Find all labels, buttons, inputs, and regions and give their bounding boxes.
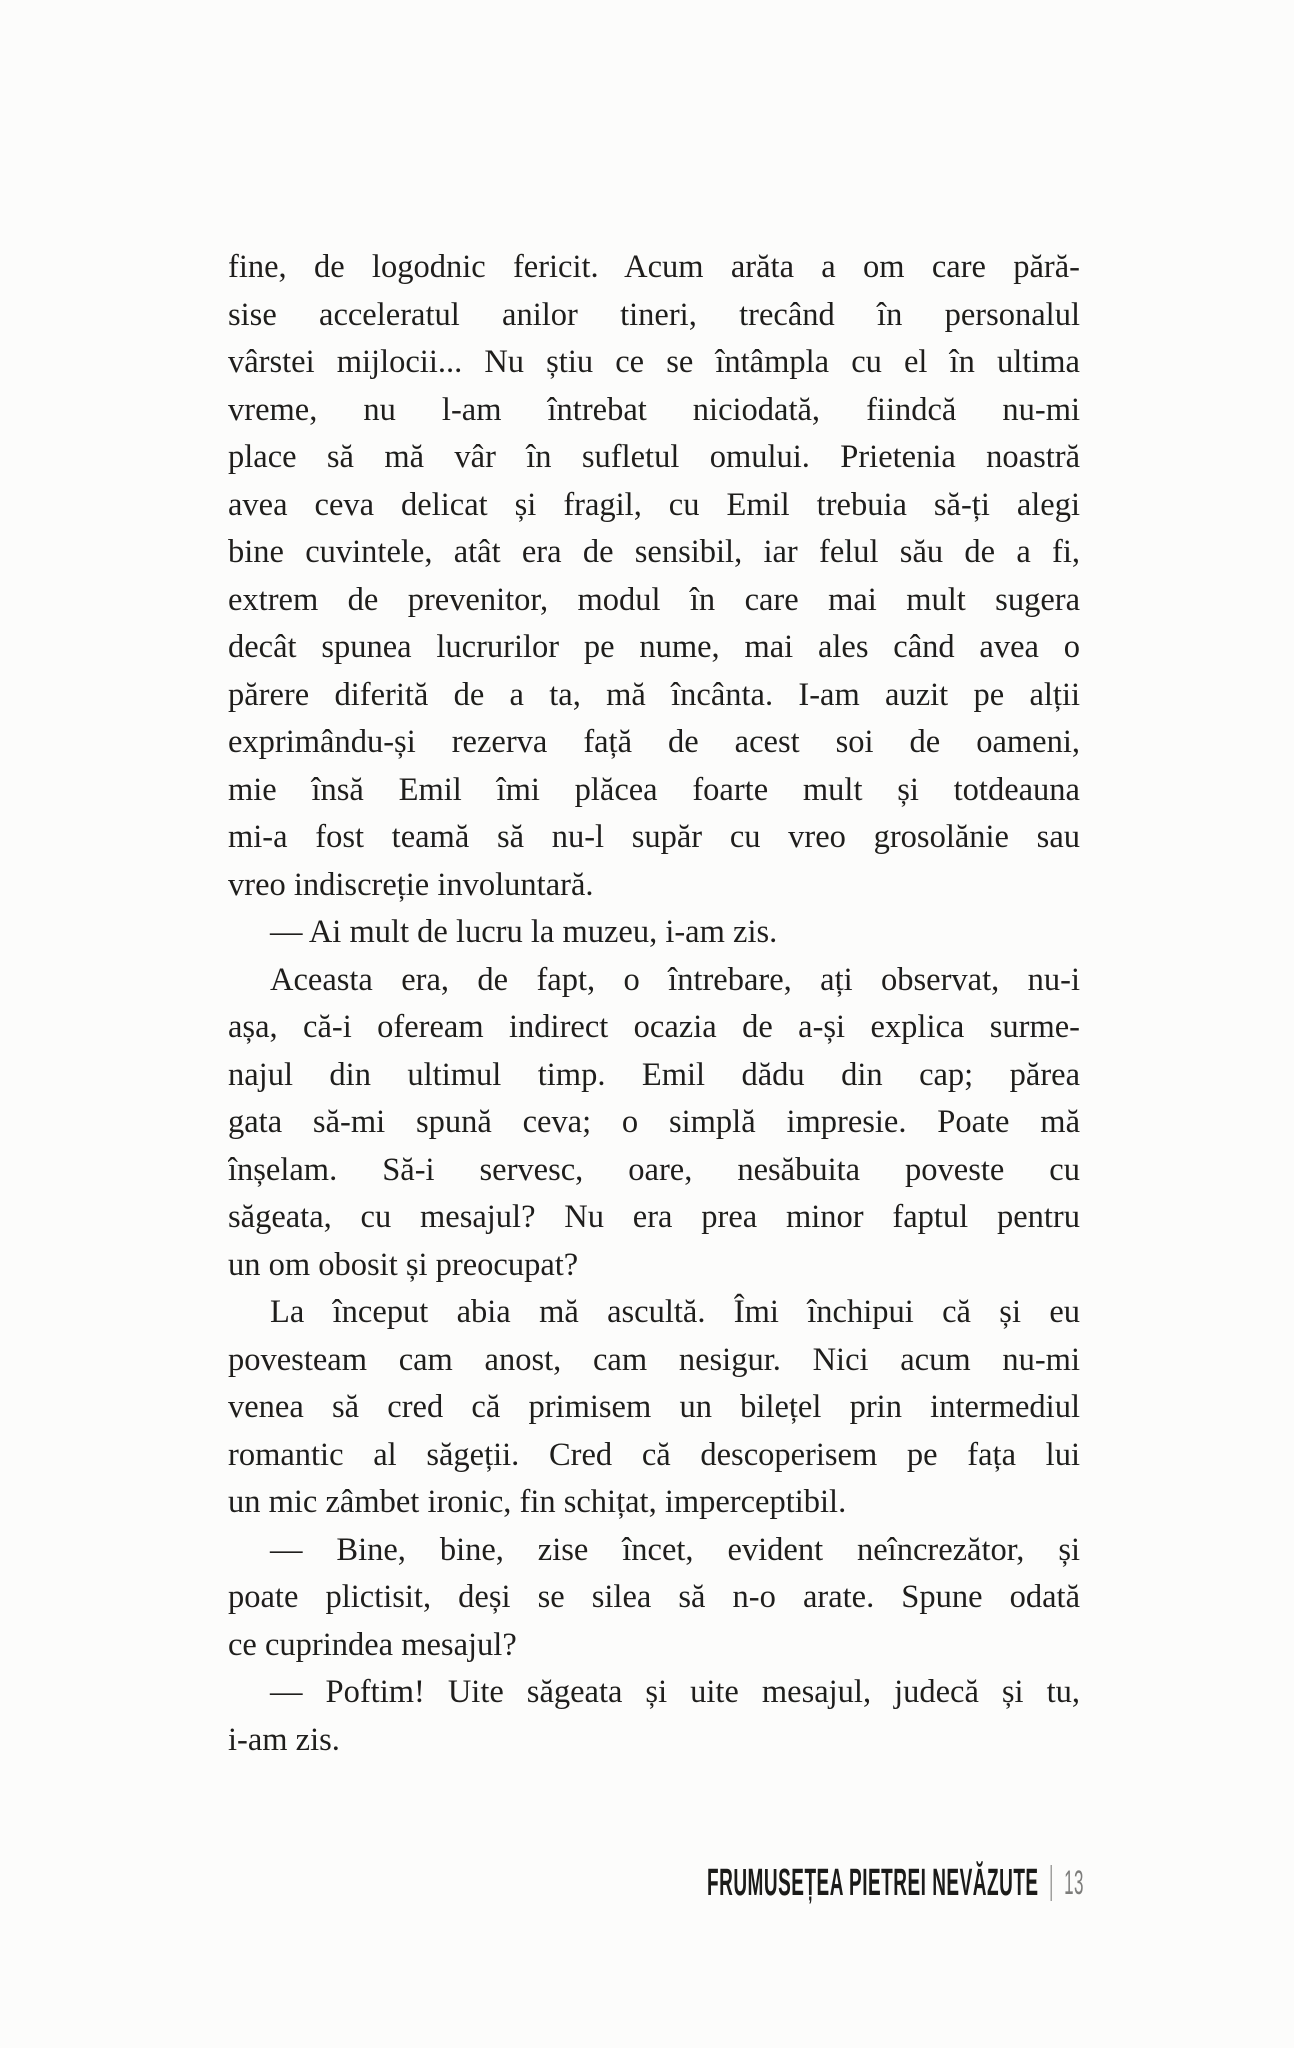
text-line: înșelam. Să-i servesc, oare, nesăbuita poveste cu: [228, 1151, 1080, 1188]
page-footer: [707, 1860, 1084, 1906]
text-line: extrem de prevenitor, modul în care mai mult sugera: [228, 581, 1080, 618]
text-line: — Poftim! Uite săgeata și uite mesajul, judecă și tu,: [270, 1674, 1080, 1710]
text-line: decât spunea lucrurilor pe nume, mai ales când avea o: [228, 629, 1080, 665]
text-line: sise acceleratul anilor tineri, trecând în personalul: [228, 296, 1080, 333]
text-line: — Ai mult de lucru la muzeu, i-am zis.: [270, 914, 778, 950]
text-line: i-am zis.: [228, 1721, 340, 1758]
running-footer-title: FRUMUSEȚEA PIETREI NEVĂZUTE: [706, 1861, 1039, 1904]
text-line: bine cuvintele, atât era de sensibil, iar felul său de a fi,: [228, 534, 1080, 570]
text-line: Aceasta era, de fapt, o întrebare, ați observat, nu-i: [270, 961, 1080, 998]
footer-divider: [1051, 1865, 1053, 1901]
text-line: vreme, nu l-am întrebat niciodată, fiindcă nu-mi: [228, 391, 1080, 428]
text-column: [228, 244, 1080, 1764]
text-line: La început abia mă ascultă. Îmi închipui că și eu: [270, 1294, 1080, 1330]
text-line: romantic al săgeții. Cred că descoperisem pe fața lui: [228, 1436, 1080, 1473]
text-line: poate plictisit, deși se silea să n-o arate. Spune odată: [228, 1579, 1080, 1615]
text-line: — Bine, bine, zise încet, evident neîncrezător, și: [270, 1531, 1080, 1568]
text-line: săgeata, cu mesajul? Nu era prea minor faptul pentru: [228, 1199, 1080, 1235]
text-line: un om obosit și preocupat?: [228, 1246, 579, 1283]
text-line: povesteam cam anost, cam nesigur. Nici acum nu-mi: [228, 1341, 1080, 1378]
text-line: gata să-mi spună ceva; o simplă impresie. Poate mă: [228, 1104, 1080, 1140]
text-line: mie însă Emil îmi plăcea foarte mult și totdeauna: [228, 771, 1080, 808]
text-line: venea să cred că primisem un bilețel prin intermediul: [228, 1389, 1080, 1425]
text-line: un mic zâmbet ironic, fin schițat, imperceptibil.: [228, 1484, 847, 1520]
text-line: avea ceva delicat și fragil, cu Emil trebuia să-ți alegi: [228, 486, 1080, 523]
text-line: fine, de logodnic fericit. Acum arăta a om care pără-: [228, 249, 1080, 285]
text-line: exprimându-și rezerva față de acest soi de oameni,: [228, 724, 1080, 760]
text-line: vreo indiscreție involuntară.: [228, 866, 594, 903]
text-line: ce cuprindea mesajul?: [228, 1626, 517, 1663]
text-line: najul din ultimul timp. Emil dădu din cap; părea: [228, 1056, 1080, 1093]
text-line: părere diferită de a ta, mă încânta. I-am auzit pe alții: [228, 676, 1080, 713]
page-number: 13: [1064, 1863, 1084, 1902]
text-line: place să mă vâr în sufletul omului. Prietenia noastră: [228, 439, 1080, 475]
text-line: vârstei mijlocii... Nu știu ce se întâmpla cu el în ultima: [228, 344, 1080, 380]
text-line: așa, că-i ofeream indirect ocazia de a-și explica surme-: [228, 1009, 1080, 1045]
text-line: mi-a fost teamă să nu-l supăr cu vreo grosolănie sau: [228, 819, 1080, 855]
